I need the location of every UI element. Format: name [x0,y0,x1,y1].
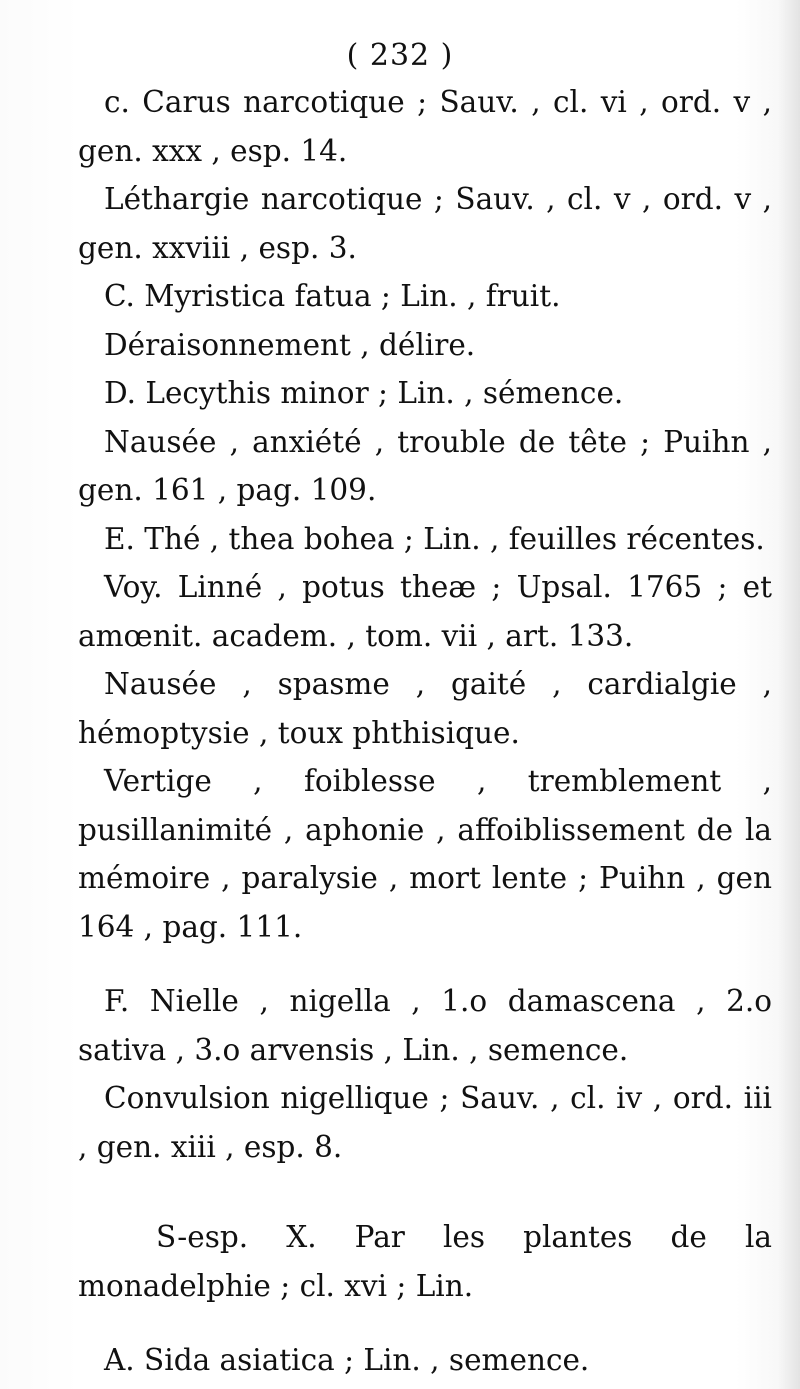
paragraph-sida-asiatica: A. Sida asiatica ; Lin. , semence. [104,1343,590,1377]
paragraph-carus-narcotique: c. Carus narcotique ; Sauv. , cl. vi , ord. v , gen. xxx , esp. 14. [78,85,772,168]
paragraph-nielle: F. Nielle , nigella , 1.o damascena , 2.o sativa , 3.o arvensis , Lin. , semence. [78,984,772,1067]
paragraph-lethargie-narcotique: Léthargie narcotique ; Sauv. , cl. v , ord. v , gen. xxviii , esp. 3. [78,182,772,265]
paragraph-vertige: Vertige , foiblesse , tremblement , pusillanimité , aphonie , affoiblissement de la mémoire , paralysie , mort lente ; Puihn , gen 164 , pag. 111. [78,764,772,944]
paragraph-myristica-fatua: C. Myristica fatua ; Lin. , fruit. [104,279,561,313]
page-body [78,78,772,1385]
paragraph-convulsion-nigellique: Convulsion nigellique ; Sauv. , cl. iv , ord. iii , gen. xiii , esp. 8. [78,1081,772,1164]
paragraph-deraisonnement: Déraisonnement , délire. [104,327,476,362]
paragraph-lecythis-minor: D. Lecythis minor ; Lin. , sémence. [104,376,624,410]
paragraph-nausee-spasme: Nausée , spasme , gaité , cardialgie , hémoptysie , toux phthisique. [78,667,772,750]
paragraph-nausee-anxiete: Nausée , anxiété , trouble de tête ; Puihn , gen. 161 , pag. 109. [78,424,772,507]
paragraph-voy-linne: Voy. Linné , potus theæ ; Upsal. 1765 ; et amœnit. academ. , tom. vii , art. 133. [78,570,772,653]
paragraph-the-bohea: E. Thé , thea bohea ; Lin. , feuilles récentes. [104,521,765,556]
page-number: ( 232 ) [346,38,454,73]
paragraph-sous-espece-x: S-esp. X. Par les plantes de la monadelphie ; cl. xvi ; Lin. [78,1220,772,1303]
